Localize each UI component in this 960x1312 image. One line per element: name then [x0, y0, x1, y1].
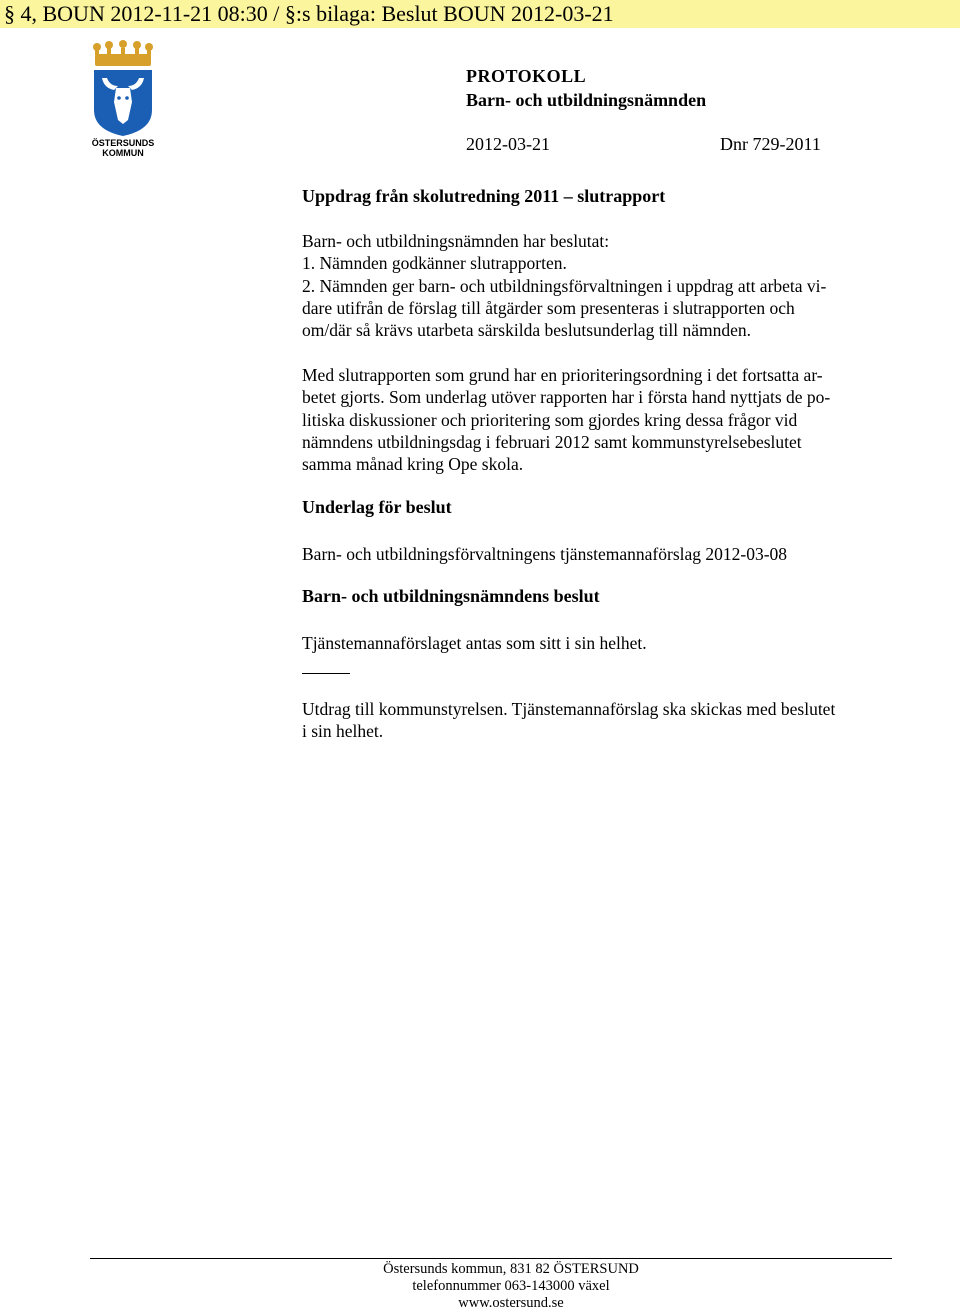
item-title: Uppdrag från skolutredning 2011 – slutrapport	[302, 186, 666, 206]
basis-text	[302, 543, 892, 565]
decision-intro-line: Barn- och utbildningsnämnden har beslutat:	[302, 231, 610, 251]
crown-icon	[93, 40, 153, 66]
banner-text: § 4, BOUN 2012-11-21 08:30 / §:s bilaga: Beslut BOUN 2012-03-21	[4, 1, 614, 26]
decision-intro-line: 1. Nämnden godkänner slutrapporten.	[302, 253, 567, 274]
footer	[0, 1261, 960, 1312]
background-line: betet gjorts. Som underlag utöver rapporten har i första hand nyttjats de po-	[302, 387, 831, 408]
document-type: PROTOKOLL	[466, 66, 587, 86]
ostersund-coat-of-arms-logo	[90, 40, 156, 160]
board-name: Barn- och utbildningsnämnden	[466, 90, 707, 110]
basis-text-line: Barn- och utbildningsförvaltningens tjänstemannaförslag 2012-03-08	[302, 544, 788, 564]
extract-line: Utdrag till kommunstyrelsen. Tjänstemannaförslag ska skickas med beslutet	[302, 699, 836, 719]
logo-line-2: KOMMUN	[102, 148, 144, 158]
decision-intro-line: dare utifrån de förslag till åtgärder som presenteras i slutrapporten och	[302, 297, 795, 318]
footer-rule	[90, 1258, 892, 1259]
registration-number: Dnr 729-2011	[720, 134, 821, 154]
logo-line-1: ÖSTERSUNDS	[91, 138, 155, 148]
decision-text-line: Tjänstemannaförslaget antas som sitt i sin helhet.	[302, 633, 647, 653]
background-line: Med slutrapporten som grund har en prioriteringsordning i det fortsatta ar-	[302, 365, 823, 385]
footer-address: Östersunds kommun, 831 82 ÖSTERSUND	[383, 1261, 639, 1277]
extract-paragraph	[302, 698, 892, 743]
basis-heading: Underlag för beslut	[302, 497, 452, 517]
decision-text	[302, 632, 892, 654]
decision-intro-line: 2. Nämnden ger barn- och utbildningsförvaltningen i uppdrag att arbeta vi-	[302, 275, 827, 296]
document-banner	[0, 0, 960, 28]
meeting-date: 2012-03-21	[466, 134, 550, 154]
separator-line	[302, 673, 350, 674]
background-line: samma månad kring Ope skola.	[302, 454, 524, 475]
footer-web: www.ostersund.se	[458, 1295, 564, 1311]
background-line: litiska diskussioner och prioritering som gjordes kring dessa frågor vid	[302, 409, 798, 430]
background-line: nämndens utbildningsdag i februari 2012 samt kommunstyrelsebeslutet	[302, 431, 802, 452]
extract-line: i sin helhet.	[302, 721, 384, 742]
decision-heading: Barn- och utbildningsnämndens beslut	[302, 586, 600, 606]
background-paragraph	[302, 364, 892, 475]
decision-intro-line: om/där så krävs utarbeta särskilda beslutsunderlag till nämnden.	[302, 320, 752, 341]
decision-intro	[302, 230, 892, 341]
footer-phone: telefonnummer 063-143000 växel	[412, 1278, 610, 1294]
